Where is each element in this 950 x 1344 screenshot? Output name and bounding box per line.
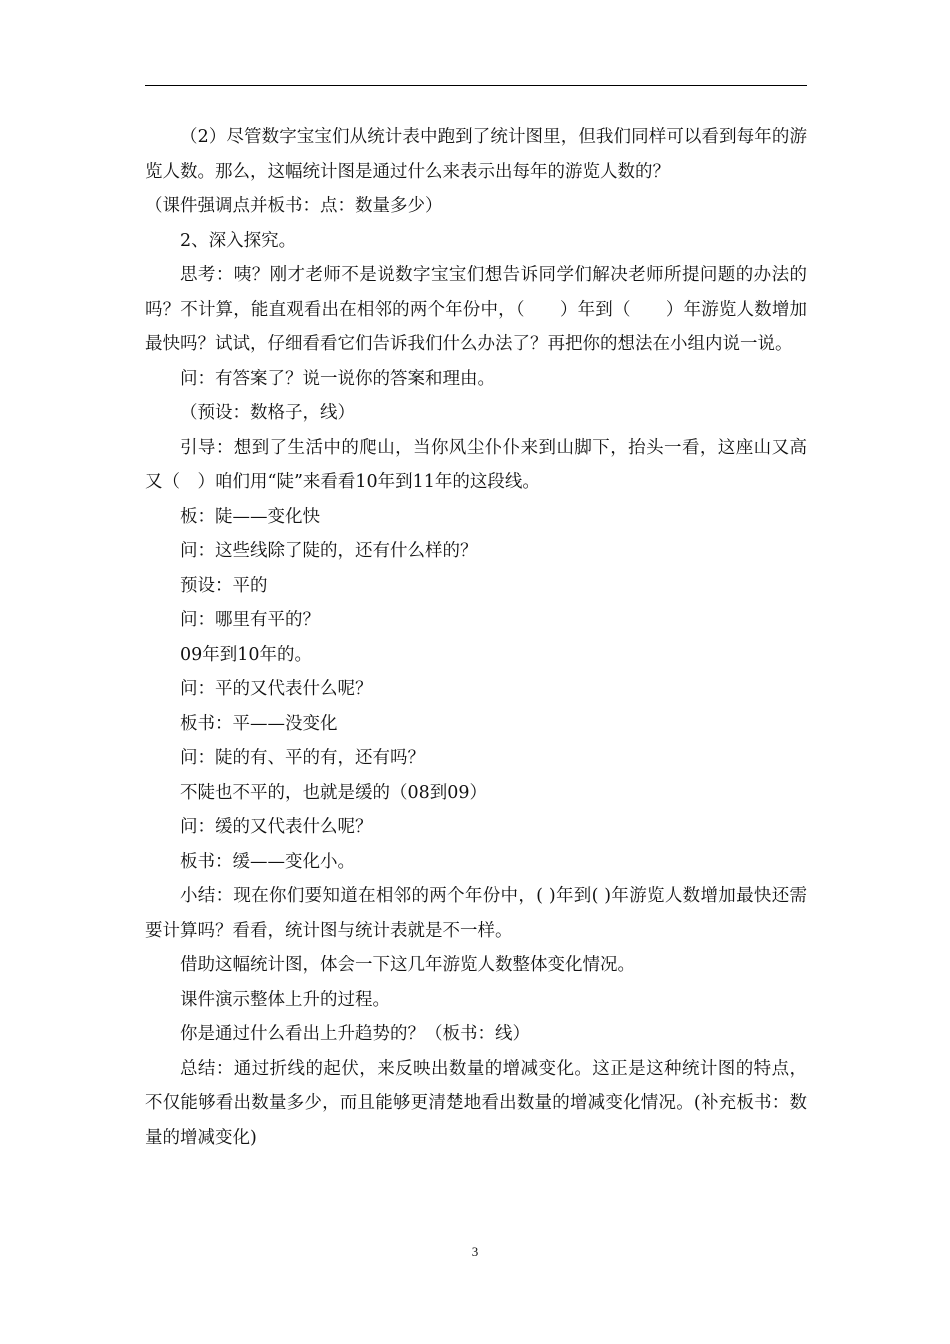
paragraph: 问：这些线除了陡的，还有什么样的？: [180, 541, 478, 561]
document-body: [145, 120, 807, 1155]
paragraph: 借助这幅统计图，体会一下这几年游览人数整体变化情况。: [180, 955, 635, 975]
paragraph: 课件演示整体上升的过程。: [180, 989, 390, 1010]
paragraph: 问：平的又代表什么呢？: [180, 679, 373, 699]
section-heading: 2、深入探究。: [180, 230, 297, 251]
paragraph: 09年到10年的。: [180, 644, 313, 665]
paragraph: （课件强调点并板书：点：数量多少）: [145, 196, 443, 216]
paragraph: （2）尽管数字宝宝们从统计表中跑到了统计图里，但我们同样可以看到每年的游览人数。那么，这幅统计图是通过什么来表示出每年的游览人数的？: [145, 127, 807, 182]
paragraph: 板书：平——没变化: [180, 713, 338, 734]
paragraph: 小结：现在你们要知道在相邻的两个年份中，( )年到( )年游览人数增加最快还需要计算吗？看看，统计图与统计表就是不一样。: [145, 886, 807, 941]
paragraph: 问：哪里有平的？: [180, 610, 320, 630]
paragraph: 问：缓的又代表什么呢？: [180, 817, 373, 837]
paragraph: 问：陡的有、平的有，还有吗？: [180, 748, 425, 768]
paragraph: 总结：通过折线的起伏，来反映出数量的增减变化。这正是这种统计图的特点，不仅能够看出数量多少，而且能够更清楚地看出数量的增减变化情况。(补充板书：数量的增减变化): [145, 1058, 807, 1148]
paragraph: 思考：咦？刚才老师不是说数字宝宝们想告诉同学们解决老师所提问题的办法的吗？不计算，能直观看出在相邻的两个年份中，（ ）年到（ ）年游览人数增加最快吗？试试，仔细看看它们告诉我们什么办法了？再把你的想法在小组内说一说。: [145, 265, 807, 354]
paragraph: 预设：平的: [180, 575, 268, 596]
paragraph: 引导：想到了生活中的爬山，当你风尘仆仆来到山脚下，抬头一看，这座山又高又（ ）咱们用“陡”来看看10年到11年的这段线。: [145, 437, 807, 492]
paragraph: 板：陡——变化快: [180, 506, 320, 527]
header-rule: [145, 85, 807, 86]
paragraph: 板书：缓——变化小。: [180, 851, 355, 872]
paragraph: 你是通过什么看出上升趋势的？（板书：线）: [180, 1024, 530, 1044]
paragraph: 问：有答案了？说一说你的答案和理由。: [180, 368, 495, 389]
page-number: 3: [471, 1244, 479, 1259]
paragraph: 不陡也不平的，也就是缓的（08到09）: [180, 782, 488, 803]
paragraph: （预设：数格子，线）: [180, 403, 355, 423]
